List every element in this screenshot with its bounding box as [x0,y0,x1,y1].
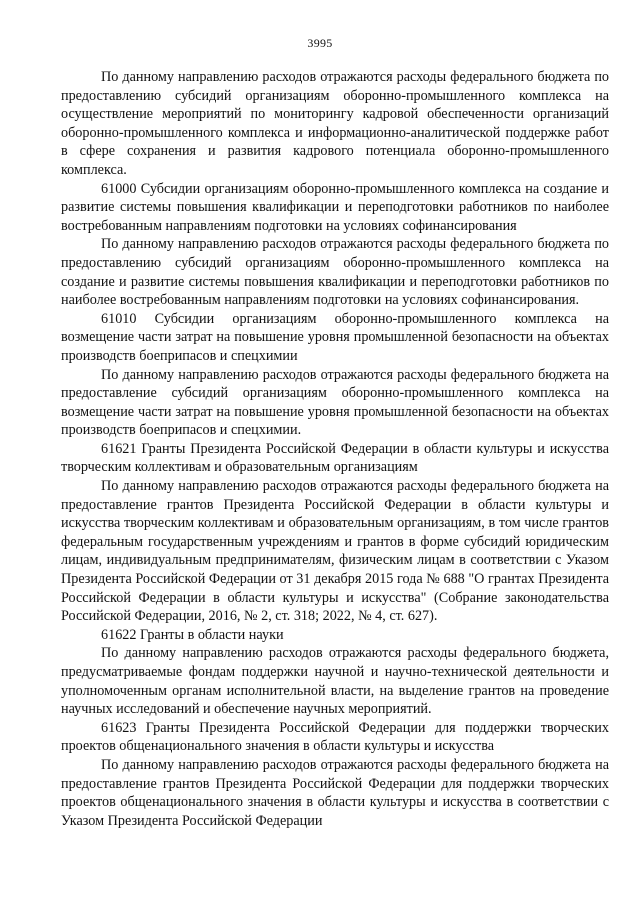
paragraph-2: По данному направлению расходов отражаются расходы федерального бюджета по предоставлению субсидий организациям оборонно-промышленного комплекса на создание и развитие системы повышения квалификации и переподготовки работников по наиболее востребованным направлениям подготовки на условиях софинансирования. [61,236,609,309]
paragraph-0: По данному направлению расходов отражаются расходы федерального бюджета по предоставлению субсидий организациям оборонно-промышленного комплекса на осуществление мероприятий по мониторингу кадровой обеспеченности организаций оборонно-промышленного комплекса и информационно-аналитической поддержке работ в сфере сохранения и развития кадрового потенциала оборонно-промышленного комплекса. [61,69,609,178]
section-heading-61623: 61623 Гранты Президента Российской Федерации для поддержки творческих проектов общенационального значения в области культуры и искусства [61,719,609,755]
paragraph-4: По данному направлению расходов отражаются расходы федерального бюджета на предоставление субсидий организациям оборонно-промышленного комплекса на возмещение части затрат на повышение уровня промышленной безопасности на объектах производств боеприпасов и спецхимии. [61,366,609,439]
section-heading-61622: 61622 Гранты в области науки [101,626,284,643]
paragraph-8: По данному направлению расходов отражаются расходы федерального бюджета, предусматриваемые фондам поддержки научной и научно-технической деятельности и уполномоченным органам исполнительной власти, на выделение грантов на проведение научных исследований и обеспечение научных мероприятий. [61,645,609,718]
paragraph-6: По данному направлению расходов отражаются расходы федерального бюджета на предоставление грантов Президента Российской Федерации в области культуры и искусства творческим коллективам и образовательным организациям, в том числе грантов федеральным государственным учреждениям и грантов в форме субсидий юридическим лицам, индивидуальным предпринимателям, физическим лицам в соответствии с Указом Президента Российской Федерации от 31 декабря 2015 года № 688 "О грантах Президента Российской Федерации в области культуры и искусства" (Собрание законодательства Российской Федерации, 2016, № 2, ст. 318; 2022, № 4, ст. 627). [61,478,609,625]
page-number: 3995 [307,36,333,50]
section-heading-61000: 61000 Субсидии организациям оборонно-промышленного комплекса на создание и развитие системы повышения квалификации и переподготовки работников по наиболее востребованным направлениям подготовки на условиях софинансирования [61,180,609,234]
section-heading-61010: 61010 Субсидии организациям оборонно-промышленного комплекса на возмещение части затрат на повышение уровня промышленной безопасности на объектах производств боеприпасов и спецхимии [61,310,609,364]
document-body [61,68,609,830]
section-heading-61621: 61621 Гранты Президента Российской Федерации в области культуры и искусства творческим коллективам и образовательным организациям [61,440,609,476]
paragraph-10: По данному направлению расходов отражаются расходы федерального бюджета на предоставление грантов Президента Российской Федерации для поддержки творческих проектов общенационального значения в области культуры и искусства в соответствии с Указом Президента Российской Федерации [61,756,609,829]
